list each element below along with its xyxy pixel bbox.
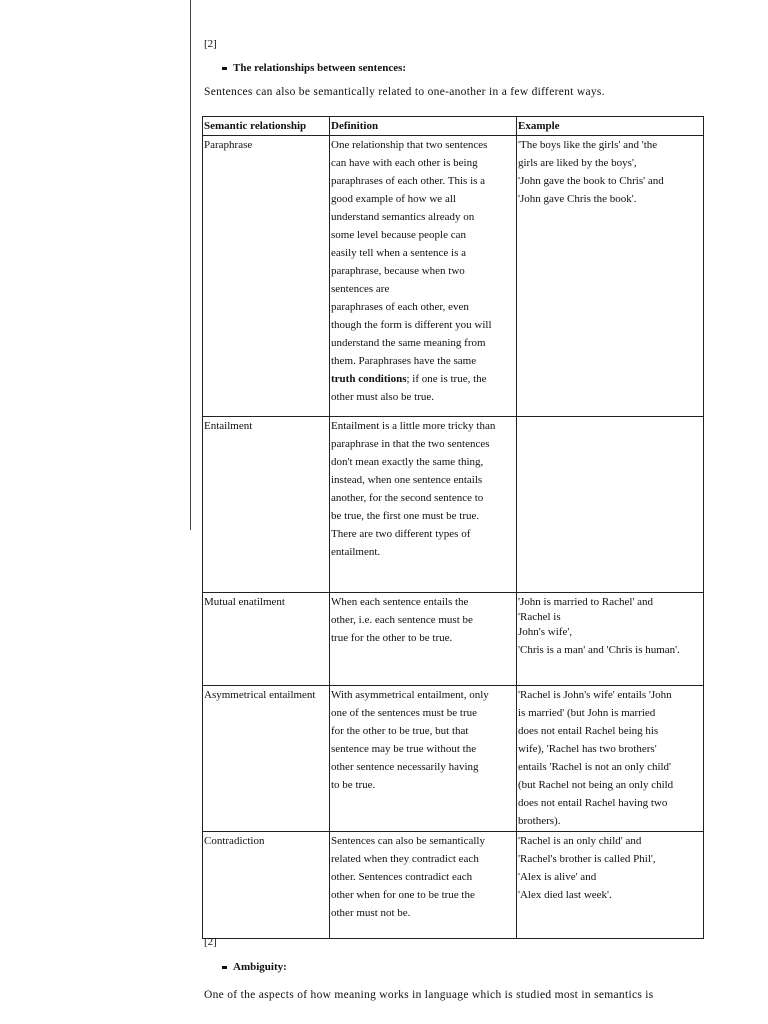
text-line: There are two different types of: [331, 528, 471, 540]
text-line: other. Sentences contradict each: [331, 871, 473, 883]
column-header: Example: [517, 117, 704, 136]
text-line: 'Rachel is John's wife' entails 'John: [518, 689, 672, 701]
table-header-row: [203, 117, 704, 136]
text-line: can have with each other is being: [331, 157, 478, 169]
text-line: be true, the first one must be true.: [331, 510, 480, 522]
table-row: [203, 832, 704, 939]
relationship-cell: Mutual enatilment: [203, 593, 330, 686]
text-line: other must also be true.: [331, 391, 434, 403]
reference-marker: [2]: [204, 38, 217, 50]
example-cell: [517, 832, 704, 939]
text-line: does not entail Rachel having two: [518, 797, 668, 809]
text-line: 'Rachel is an only child' and: [518, 835, 642, 847]
text-line: though the form is different you will: [331, 319, 492, 331]
text-line: entailment.: [331, 546, 381, 558]
text-line: 'Rachel is: [518, 611, 561, 623]
text-line: understand semantics already on: [331, 211, 475, 223]
text-line: (but Rachel not being an only child: [518, 779, 674, 791]
text-line: 'John gave the book to Chris' and: [518, 175, 664, 187]
text-line: other when for one to be true the: [331, 889, 475, 901]
text-line: paraphrase, because when two: [331, 265, 465, 277]
text-line: is married' (but John is married: [518, 707, 656, 719]
table-row: [203, 136, 704, 417]
text-line: 'Chris is a man' and 'Chris is human'.: [518, 644, 680, 656]
intro-paragraph: Sentences can also be semantically related to one-another in a few different ways.: [204, 86, 605, 98]
table-row: [203, 593, 704, 686]
margin-rule: [190, 0, 191, 530]
text-line: other sentence necessarily having: [331, 761, 479, 773]
text-line: for the other to be true, but that: [331, 725, 469, 737]
text-line: 'John gave Chris the book'.: [518, 193, 637, 205]
text-line: one of the sentences must be true: [331, 707, 478, 719]
text-line: 'The boys like the girls' and 'the: [518, 139, 658, 151]
text-line: [331, 370, 515, 388]
text-line: other must not be.: [331, 907, 411, 919]
text-line: instead, when one sentence entails: [331, 474, 483, 486]
example-cell: [517, 686, 704, 832]
reference-marker: [2]: [204, 936, 217, 948]
text-line: sentence may be true without the: [331, 743, 477, 755]
definition-cell: [330, 417, 517, 593]
text-line: brothers).: [518, 815, 561, 827]
text-line: don't mean exactly the same thing,: [331, 456, 484, 468]
text-line: understand the same meaning from: [331, 337, 486, 349]
text-line: wife), 'Rachel has two brothers': [518, 743, 657, 755]
text-line: Sentences can also be semantically: [331, 835, 485, 847]
section-heading: [222, 62, 406, 74]
text-line: other, i.e. each sentence must be: [331, 614, 473, 626]
text-line: true for the other to be true.: [331, 632, 453, 644]
example-cell: [517, 593, 704, 686]
text-line: entails 'Rachel is not an only child': [518, 761, 672, 773]
relationships-table: [202, 116, 704, 939]
text-span: ; if one is true, the: [406, 373, 487, 385]
text-line: related when they contradict each: [331, 853, 479, 865]
text-line: some level because people can: [331, 229, 466, 241]
section-heading: [222, 961, 287, 973]
text-line: paraphrase in that the two sentences: [331, 438, 490, 450]
example-cell: [517, 136, 704, 417]
section-heading-text: Ambiguity:: [233, 961, 287, 973]
definition-cell: [330, 832, 517, 939]
text-line: With asymmetrical entailment, only: [331, 689, 489, 701]
text-line: paraphrases of each other, even: [331, 301, 469, 313]
table-row: [203, 417, 704, 593]
text-line: good example of how we all: [331, 193, 456, 205]
bullet-icon: [222, 966, 227, 969]
text-line: When each sentence entails the: [331, 596, 469, 608]
text-line: One relationship that two sentences: [331, 139, 488, 151]
text-line: 'John is married to Rachel' and: [518, 596, 654, 608]
text-line: another, for the second sentence to: [331, 492, 484, 504]
definition-cell: [330, 136, 517, 417]
text-line: paraphrases of each other. This is a: [331, 175, 486, 187]
relationship-cell: Paraphrase: [203, 136, 330, 417]
definition-cell: [330, 593, 517, 686]
text-line: Entailment is a little more tricky than: [331, 420, 496, 432]
example-cell: [517, 417, 704, 593]
section-heading-text: The relationships between sentences:: [233, 62, 407, 74]
text-line: 'Rachel's brother is called Phil',: [518, 853, 656, 865]
text-line: 'Alex died last week'.: [518, 889, 612, 901]
text-line: does not entail Rachel being his: [518, 725, 659, 737]
bold-term: truth conditions: [331, 373, 407, 385]
text-line: girls are liked by the boys',: [518, 157, 637, 169]
bullet-icon: [222, 67, 227, 70]
relationship-cell: Asymmetrical entailment: [203, 686, 330, 832]
text-line: sentences are: [331, 283, 390, 295]
text-line: 'Alex is alive' and: [518, 871, 597, 883]
table-row: [203, 686, 704, 832]
text-line: to be true.: [331, 779, 376, 791]
column-header: Semantic relationship: [203, 117, 330, 136]
text-line: easily tell when a sentence is a: [331, 247, 467, 259]
relationship-cell: Entailment: [203, 417, 330, 593]
column-header: Definition: [330, 117, 517, 136]
definition-cell: [330, 686, 517, 832]
text-line: them. Paraphrases have the same: [331, 355, 477, 367]
relationship-cell: Contradiction: [203, 832, 330, 939]
text-line: John's wife',: [518, 626, 573, 638]
body-paragraph: One of the aspects of how meaning works in language which is studied most in semantics is: [204, 989, 654, 1001]
